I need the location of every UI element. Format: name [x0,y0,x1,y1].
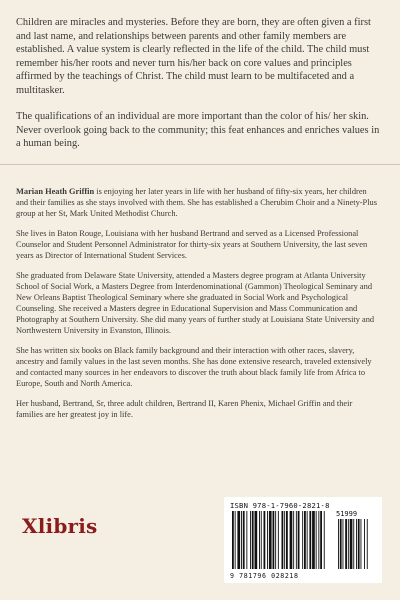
barcode-bar [302,511,303,569]
barcode-bar [246,511,247,569]
barcode-bar [309,511,311,569]
barcode-bar [267,511,268,569]
barcode-bar [284,511,285,569]
barcode-bar [324,511,325,569]
barcode-bar [237,511,240,569]
barcode-addon-bar [343,519,344,569]
barcode-bar [298,511,300,569]
publisher-logo: Xlibris [22,514,98,538]
barcode-addon-bar [356,519,357,569]
barcode-bar [243,511,245,569]
barcode-bar [275,511,276,569]
bio-paragraph-3: She graduated from Delaware State University, attended a Masters degree program at Atlanta University School of Social Work, a Masters Degree from Interdenominational (Gammon) Theological Seminary and New Orleans Baptist Theological Seminary where she graduated in Social Work and Psychological Counseling. She received a Masters degree in Educational Supervision and Mass Communication and Photography at Southern University. She did many years of further study at Louisiana State University and Northwestern University in Evanston, Illinois. [16,271,375,335]
bio-paragraph-4: She has written six books on Black family background and their interaction with other races, slavery, ancestry and family values in the last seven months. She has done extensive research, traveled extensively and contacted many sources in her endeavors to discover the truth about black family life from Africa to Europe, South and North America. [16,346,372,388]
synopsis-section [16,16,380,164]
barcode-addon-bar [367,519,368,569]
bio-paragraph-1 [16,186,378,219]
author-name: Marian Heath Griffin [16,187,95,196]
bio-paragraph-2: She lives in Baton Rouge, Louisiana with her husband Bertrand and served as a Licensed Professional Counselor and Student Personnel Administrator for thirty-six years at Southern University, the last seven years as Director of International Student Services. [16,229,368,260]
bio-paragraph-1-text: is enjoying her later years in life with her husband of fifty-six years, her children and their families as she stays involved with them. She has established a Cherubim Choir and a Ninety-Plus group at her St, Mark United Methodist Church. [16,187,377,218]
bio-paragraph-5: Her husband, Bertrand, Sr, three adult children, Bertrand II, Karen Phenix, Michael Griffin and their families are her greatest joy in life. [16,399,353,419]
barcode-bar [296,511,297,569]
barcode-addon-bar [358,519,360,569]
barcode-bars [230,511,376,571]
barcode-bar [290,511,293,569]
barcode-bar [252,511,254,569]
barcode-bar [241,511,242,569]
barcode-addon-bar [353,519,354,569]
barcode-bar [318,511,319,569]
synopsis-paragraph-1: Children are miracles and mysteries. Before they are born, they are often given a first and last name, and relationships between parents and other family members are established. A value system is clearly reflected in the life of the child. The child must remember his/her roots and never turn his/her back on core values and principles affirmed by the teachings of Christ. The child must learn to be multifaceted and a multitasker. [16,17,371,96]
author-bio-section [16,186,378,429]
barcode-bar [316,511,317,569]
section-divider [0,164,400,165]
barcode-bar [250,511,251,569]
barcode-addon-bar [364,519,365,569]
barcode-bar [278,511,279,569]
barcode-bar [235,511,236,569]
barcode-addon-bar [345,519,347,569]
barcode-addon-bar [350,519,353,569]
barcode-bar [259,511,260,569]
barcode-bar [261,511,262,569]
barcode-bar [255,511,258,569]
barcode-bar [304,511,306,569]
synopsis-paragraph-2: The qualifications of an individual are more important than the color of his/ her skin. Never overlook going back to the community; this feat enhances and enriches values in a human being. [16,111,380,149]
barcode-bar [312,511,315,569]
barcode-bar [282,511,284,569]
barcode-addon-bar [361,519,362,569]
barcode-bar [232,511,234,569]
barcode-addon-bar [338,519,339,569]
barcode-addon-bar [348,519,349,569]
isbn-label: ISBN 978-1-7960-2821-8 [230,501,330,510]
price-addon-code: 51999 [336,510,358,518]
barcode-bar [264,511,266,569]
barcode-bar [286,511,288,569]
barcode-addon-bar [340,519,342,569]
barcode-bar [293,511,294,569]
barcode-bar [320,511,322,569]
isbn-barcode [224,497,382,583]
barcode-bar [307,511,308,569]
barcode-bar [269,511,272,569]
barcode-bar [273,511,275,569]
barcode-number: 9 781796 028218 [230,572,299,580]
